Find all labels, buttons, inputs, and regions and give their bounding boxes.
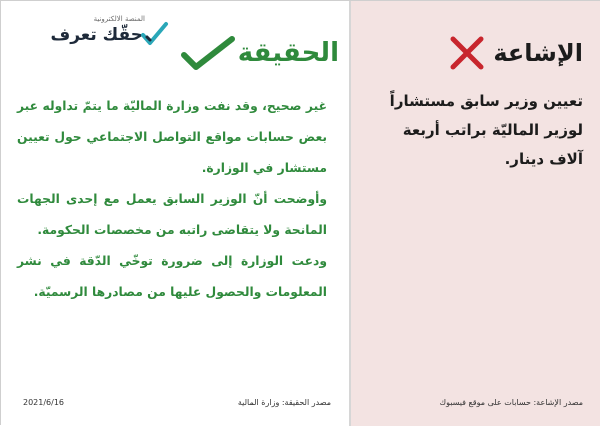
logo-subtitle: المنصة الالكترونية — [93, 15, 145, 23]
truth-paragraph-3: ودعت الوزارة إلى ضرورة توخّي الدّقة في نشر المعلومات والحصول عليها من مصادرها الرسميّة. — [17, 254, 327, 299]
publish-date: 2021/6/16 — [23, 398, 65, 407]
rumor-panel — [349, 1, 600, 426]
rumor-text: تعيين وزير سابق مستشاراً لوزير الماليّة براتب أربعة آلاف دينار. — [389, 92, 583, 168]
truth-paragraph-1: غير صحيح، وقد نفت وزارة الماليّة ما يتمّ تداوله عبر بعض حسابات مواقع التواصل الاجتماعي حول تعيين مستشار في الوزارة. — [17, 99, 327, 175]
rumor-source: مصدر الإشاعة: حسابات على موقع فيسبوك — [439, 398, 583, 407]
rumor-heading — [383, 31, 583, 75]
logo-name: حقّك تعرف — [50, 25, 143, 45]
truth-paragraph-2: وأوضحت أنّ الوزير السابق يعمل مع إحدى الجهات المانحة ولا يتقاضى راتبه من مخصصات الحكومة. — [17, 192, 327, 237]
truth-text — [17, 91, 327, 308]
truth-panel — [1, 1, 349, 426]
truth-title: الحقيقة — [237, 38, 339, 68]
truth-source: مصدر الحقيقة: وزارة المالية — [237, 398, 331, 407]
green-check-icon — [180, 35, 236, 71]
red-x-icon — [447, 33, 487, 73]
truth-heading — [139, 33, 339, 73]
rumor-title: الإشاعة — [493, 39, 583, 67]
